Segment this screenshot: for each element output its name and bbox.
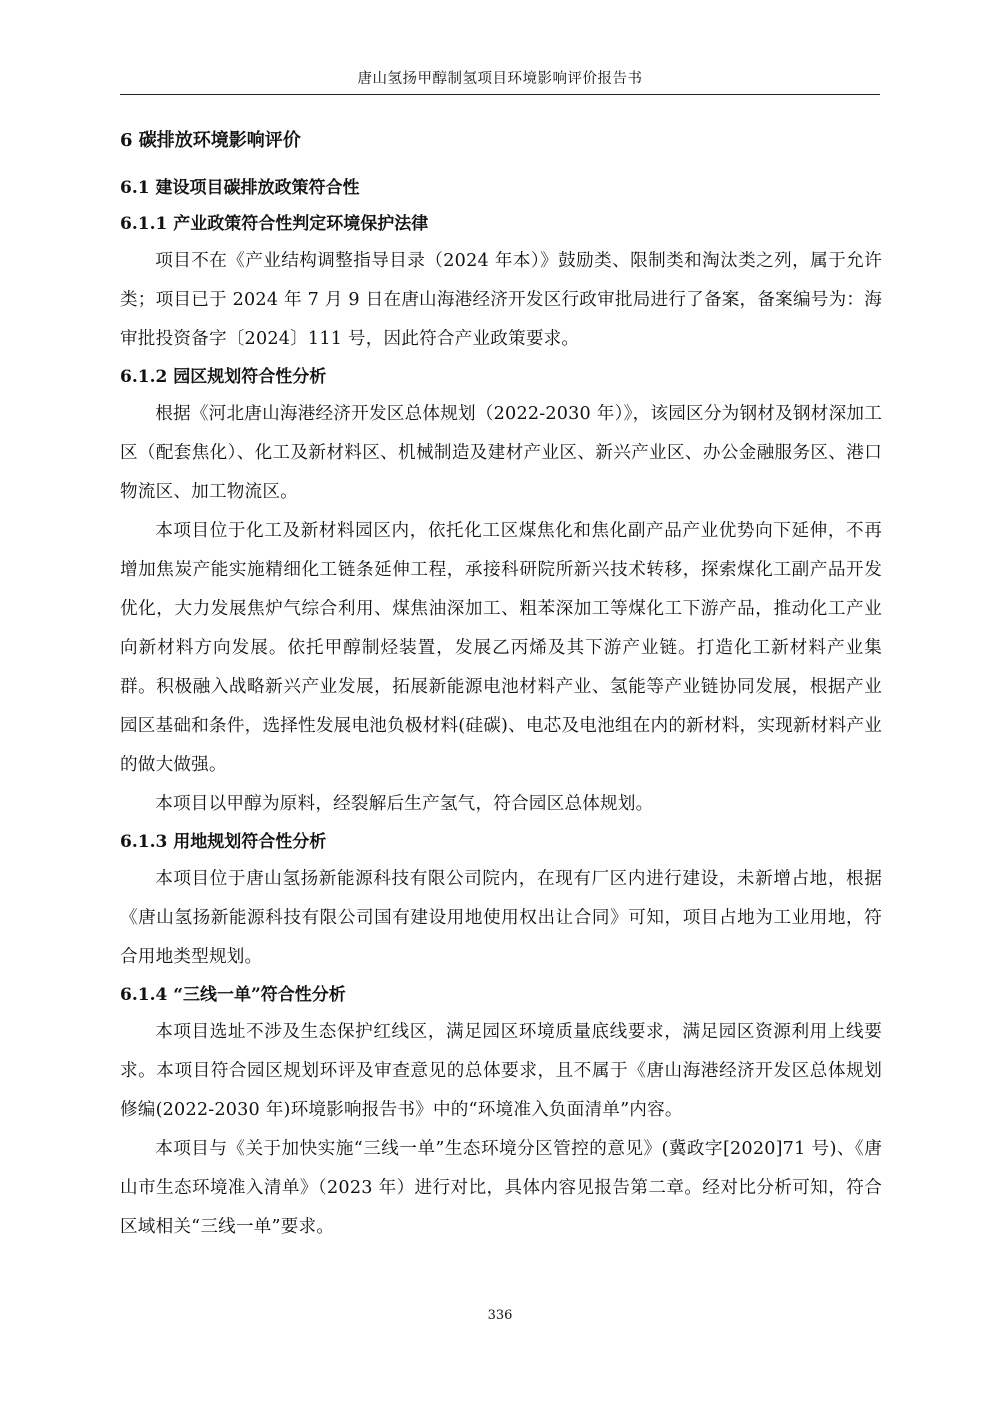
document-body	[120, 122, 882, 1247]
subsection-heading-6-1-4: 6.1.4 “三线一单”符合性分析	[120, 985, 346, 1005]
paragraph-project-location: 本项目位于化工及新材料园区内，依托化工区煤焦化和焦化副产品产业优势向下延伸，不再增加焦炭产能实施精细化工链条延伸工程，承接科研院所新兴技术转移，探索煤化工副产品开发优化，大力发展焦炉气综合利用、煤焦油深加工、粗苯深加工等煤化工下游产品，推动化工产业向新材料方向发展。依托甲醇制烃装置，发展乙丙烯及其下游产业链。打造化工新材料产业集群。积极融入战略新兴产业发展，拓展新能源电池材料产业、氢能等产业链协同发展，根据产业园区基础和条件，选择性发展电池负极材料(硅碳)、电芯及电池组在内的新材料，实现新材料产业的做大做强。	[120, 521, 882, 775]
subsection-heading-6-1-1: 6.1.1 产业政策符合性判定环境保护法律	[120, 214, 429, 234]
page-number: 336	[487, 1308, 513, 1323]
paragraph-land-use: 本项目位于唐山氢扬新能源科技有限公司院内，在现有厂区内进行建设，未新增占地，根据《唐山氢扬新能源科技有限公司国有建设用地使用权出让合同》可知，项目占地为工业用地，符合用地类型规划。	[120, 869, 882, 967]
paragraph-three-lines-two: 本项目与《关于加快实施“三线一单”生态环境分区管控的意见》(冀政字[2020]71 号)、《唐山市生态环境准入清单》（2023 年）进行对比，具体内容见报告第二章。经对比分析可知，符合区域相关“三线一单”要求。	[120, 1139, 882, 1237]
subsection-heading-6-1-3: 6.1.3 用地规划符合性分析	[120, 832, 327, 852]
paragraph-park-plan: 根据《河北唐山海港经济开发区总体规划（2022-2030 年）》，该园区分为钢材及钢材深加工区（配套焦化）、化工及新材料区、机械制造及建材产业区、新兴产业区、办公金融服务区、港口物流区、加工物流区。	[120, 404, 882, 502]
paragraph-three-lines-one: 本项目选址不涉及生态保护红线区，满足园区环境质量底线要求，满足园区资源利用上线要求。本项目符合园区规划环评及审查意见的总体要求，且不属于《唐山海港经济开发区总体规划修编(2022-2030 年)环境影响报告书》中的“环境准入负面清单”内容。	[120, 1022, 882, 1120]
paragraph-raw-material: 本项目以甲醇为原料，经裂解后生产氢气，符合园区总体规划。	[155, 794, 654, 814]
chapter-title: 6 碳排放环境影响评价	[120, 130, 301, 151]
paragraph-industry-policy: 项目不在《产业结构调整指导目录（2024 年本）》鼓励类、限制类和淘汰类之列，属于允许类；项目已于 2024 年 7 月 9 日在唐山海港经济开发区行政审批局进行了备案，备案编号为：海审批投资备字〔2024〕111 号，因此符合产业政策要求。	[120, 251, 882, 349]
running-header: 唐山氢扬甲醇制氢项目环境影响评价报告书	[120, 64, 880, 95]
section-heading-6-1: 6.1 建设项目碳排放政策符合性	[120, 178, 360, 198]
subsection-heading-6-1-2: 6.1.2 园区规划符合性分析	[120, 367, 327, 387]
